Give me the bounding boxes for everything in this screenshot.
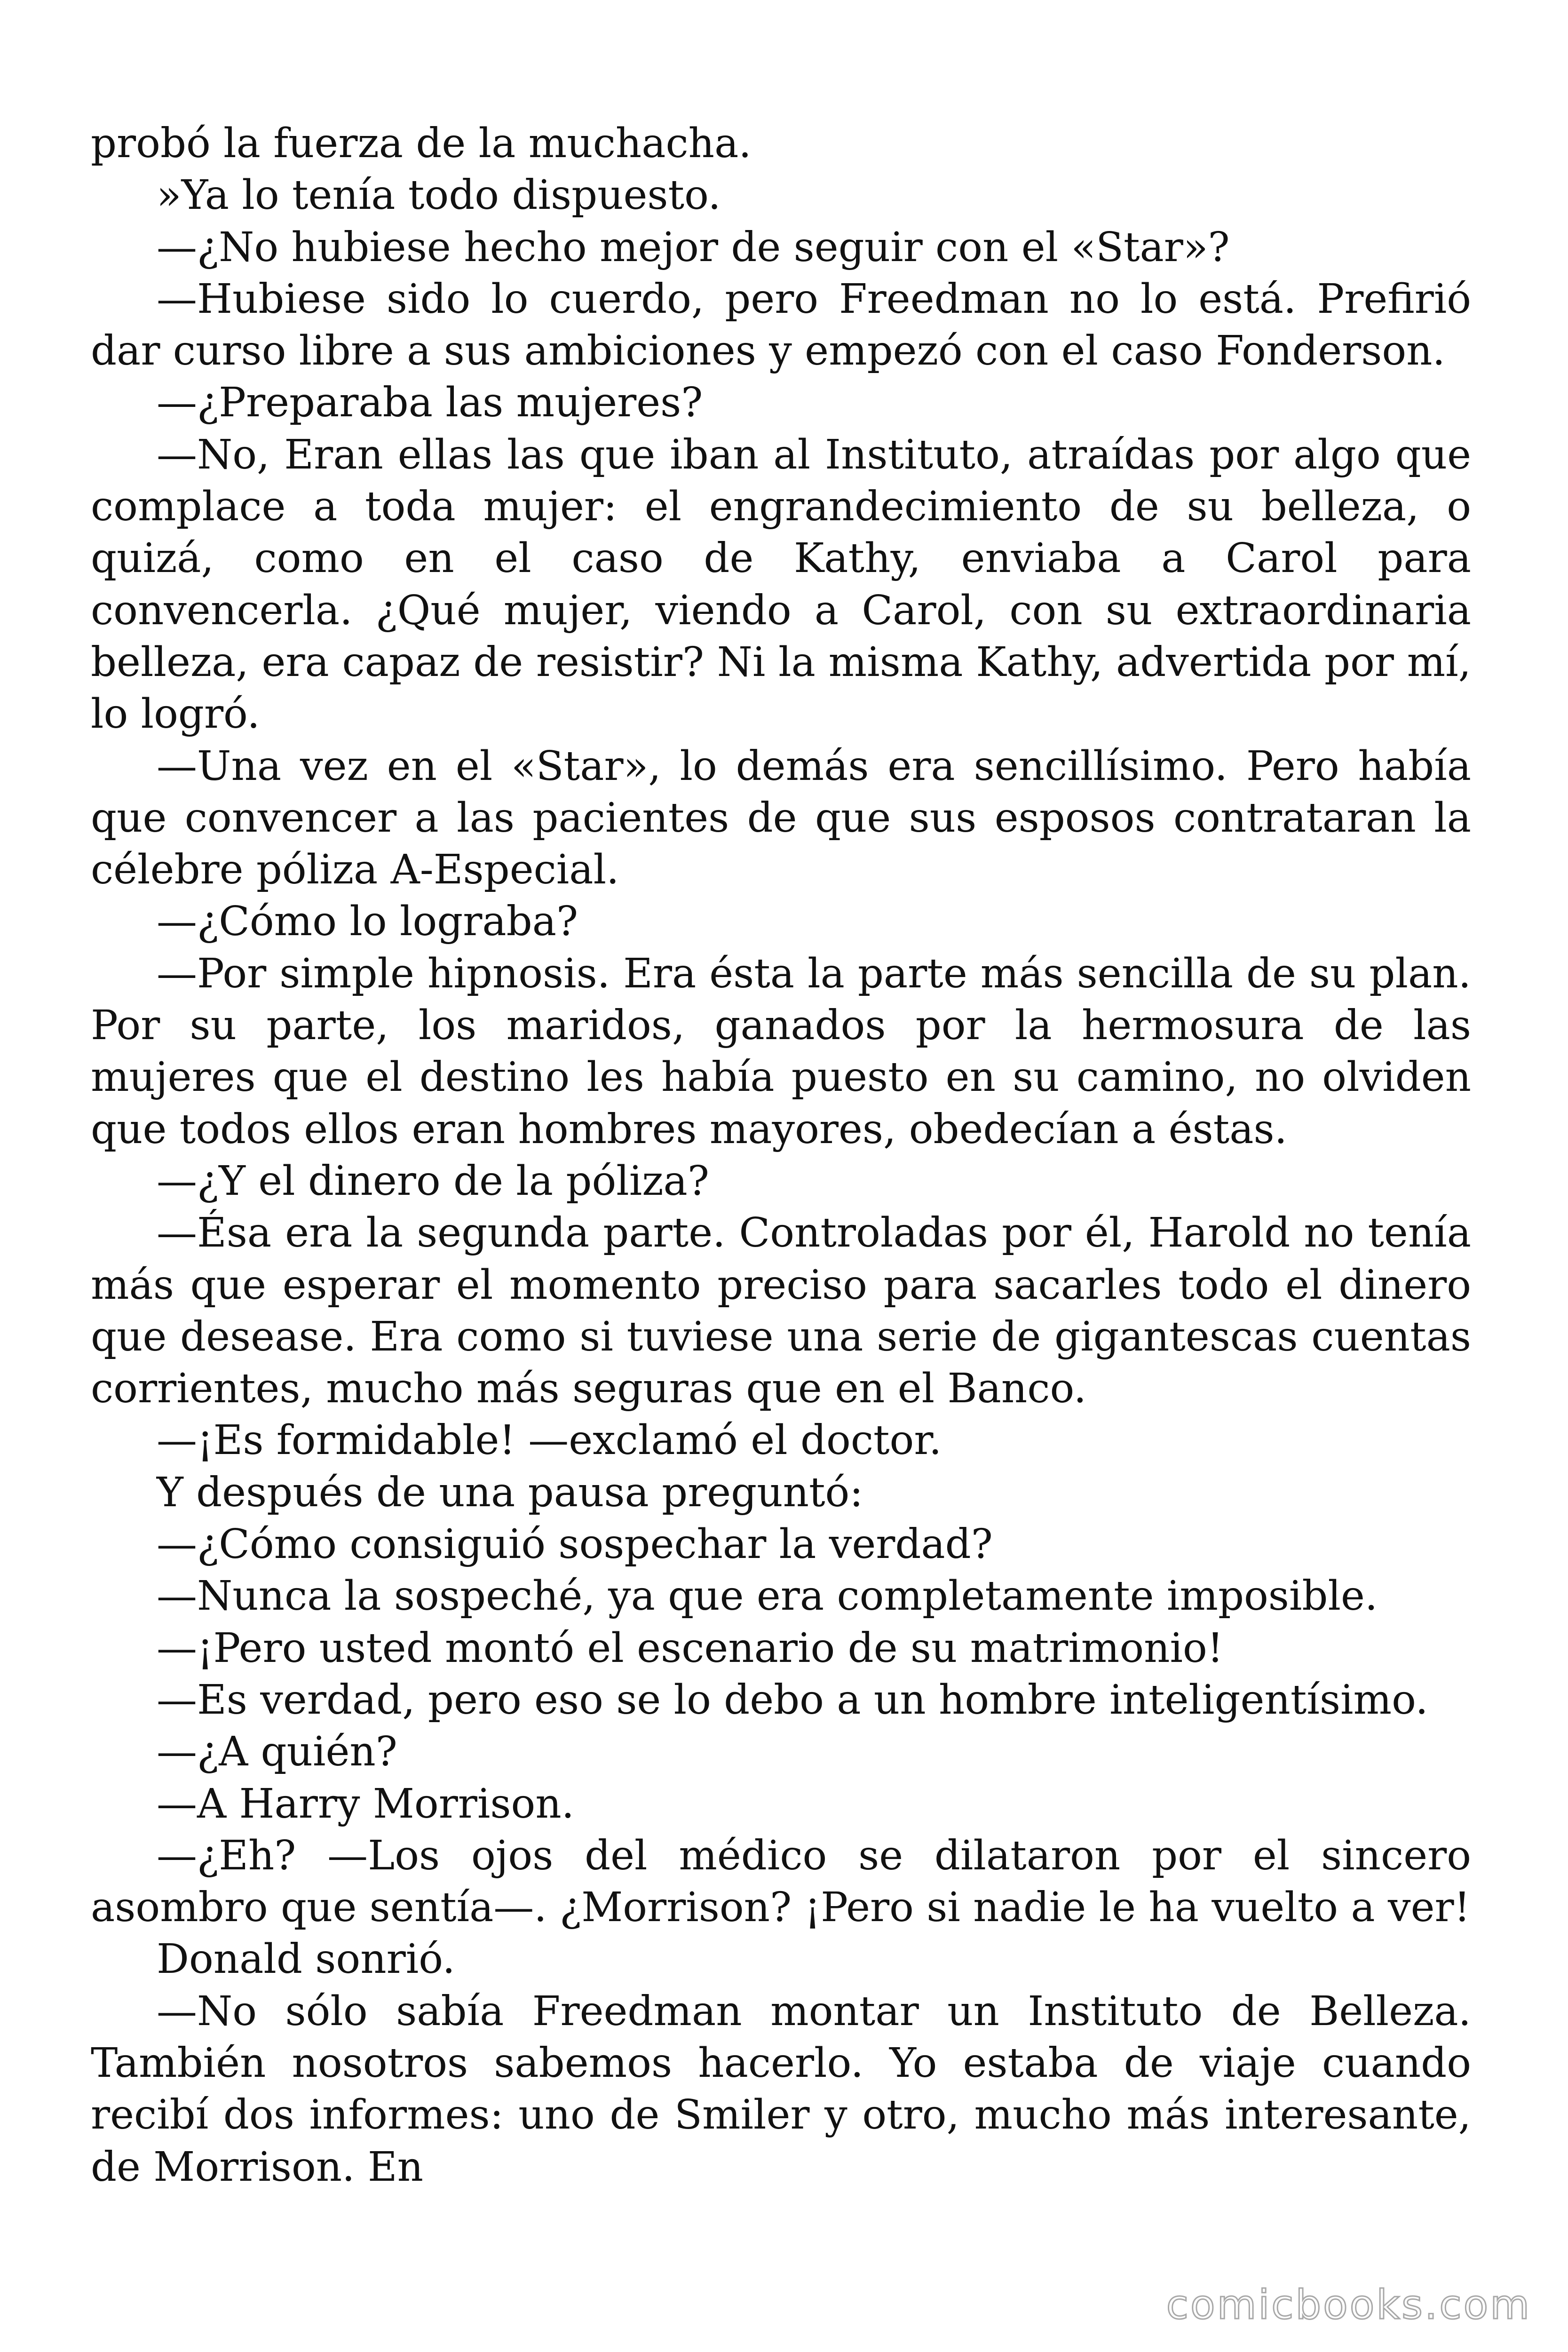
paragraph: »Ya lo tenía todo dispuesto.: [157, 172, 721, 219]
paragraph: —¡Pero usted montó el escenario de su matrimonio!: [157, 1624, 1224, 1672]
paragraph: —¿Cómo lo lograba?: [157, 898, 578, 946]
watermark-text: comicbooks.com: [1166, 2281, 1531, 2328]
paragraph: —Nunca la sospeché, ya que era completamente imposible.: [157, 1573, 1378, 1620]
paragraph: —¿A quién?: [157, 1728, 397, 1776]
paragraph: —¡Es formidable! —exclamó el doctor.: [157, 1417, 942, 1464]
body-text: [91, 118, 1471, 2193]
paragraph: —¿Preparaba las mujeres?: [157, 379, 703, 427]
paragraph: —¿Cómo consiguió sospechar la verdad?: [157, 1521, 993, 1568]
paragraph: —No, Eran ellas las que iban al Instituto, atraídas por algo que complace a toda mujer: el engrandecimiento de su belleza, o quizá, como en el caso de Kathy, enviaba a Carol para convencerla. ¿Qué mujer, viendo a Carol, con su extraordinaria belleza, era capaz de resistir? Ni la misma Kathy, advertida por mí, lo logró.: [91, 431, 1471, 738]
paragraph: —¿Eh? —Los ojos del médico se dilataron por el sincero asombro que sentía—. ¿Morrison? ¡Pero si nadie le ha vuelto a ver!: [91, 1832, 1471, 1931]
paragraph: —¿No hubiese hecho mejor de seguir con el «Star»?: [157, 223, 1230, 271]
paragraph: Donald sonrió.: [157, 1936, 455, 1983]
paragraph: —No sólo sabía Freedman montar un Instituto de Belleza. También nosotros sabemos hacerlo. Yo estaba de viaje cuando recibí dos informes: uno de Smiler y otro, mucho más interesante, de Morrison. En: [91, 1987, 1471, 2191]
paragraph: probó la fuerza de la muchacha.: [91, 120, 752, 167]
paragraph: —Ésa era la segunda parte. Controladas por él, Harold no tenía más que esperar el momento preciso para sacarles todo el dinero que desease. Era como si tuviese una serie de gigantescas cuentas corrientes, mucho más seguras que en el Banco.: [91, 1209, 1471, 1413]
paragraph: —¿Y el dinero de la póliza?: [157, 1157, 709, 1205]
paragraph: —Es verdad, pero eso se lo debo a un hombre inteligentísimo.: [157, 1676, 1428, 1724]
paragraph: —Una vez en el «Star», lo demás era sencillísimo. Pero había que convencer a las pacientes de que sus esposos contrataran la célebre póliza A-Especial.: [91, 742, 1471, 894]
paragraph: Y después de una pausa preguntó:: [157, 1469, 863, 1516]
paragraph: —A Harry Morrison.: [157, 1780, 575, 1828]
paragraph: —Por simple hipnosis. Era ésta la parte más sencilla de su plan. Por su parte, los maridos, ganados por la hermosura de las mujeres que el destino les había puesto en su camino, no olviden que todos ellos eran hombres mayores, obedecían a éstas.: [91, 950, 1471, 1153]
paragraph: —Hubiese sido lo cuerdo, pero Freedman no lo está. Prefirió dar curso libre a sus ambiciones y empezó con el caso Fonderson.: [91, 275, 1471, 375]
